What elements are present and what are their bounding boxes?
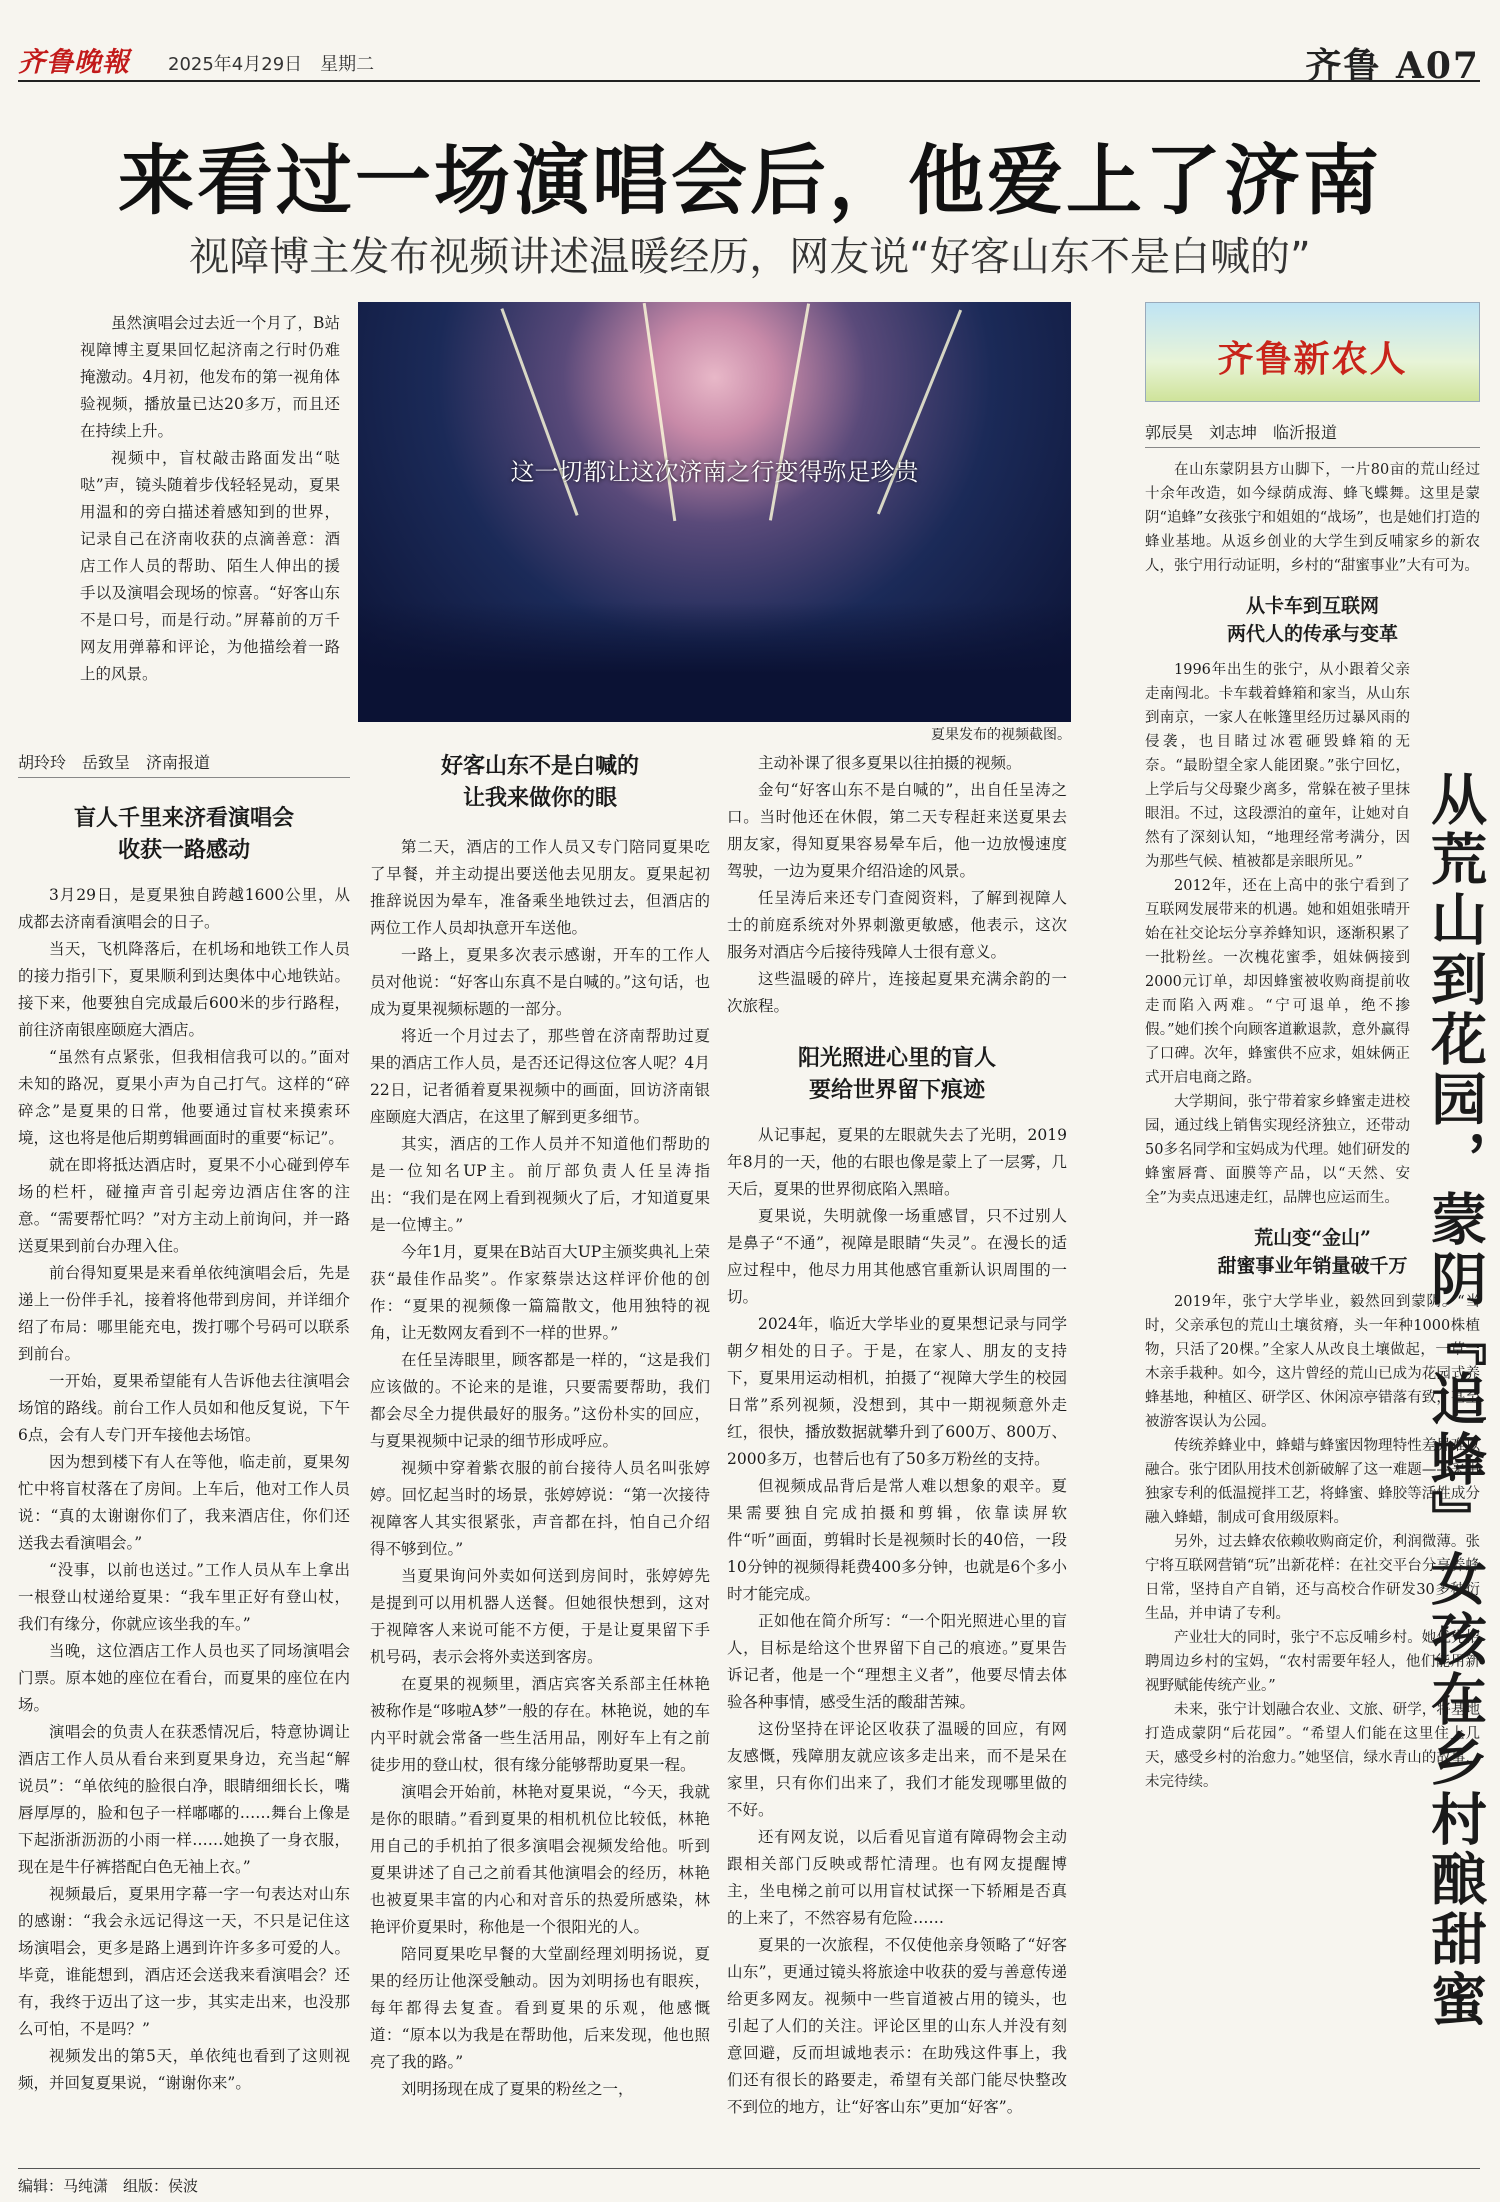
paragraph: 刘明扬现在成了夏果的粉丝之一， bbox=[401, 2080, 634, 2098]
paragraph: “虽然有点紧张，但我相信我可以的。”面对未知的路况，夏果小声为自己打气。这样的“碎碎念”是夏果的日常，他要通过盲杖来摸索环境，这也将是他后期剪辑画面时的重要“标记”。 bbox=[18, 1048, 350, 1147]
paragraph: “没事，以前也送过。”工作人员从车上拿出一根登山杖递给夏果：“我车里正好有登山杖，我们有缘分，你就应该坐我的车。” bbox=[18, 1561, 350, 1633]
paragraph: 金句“好客山东不是白喊的”，出自任呈涛之口。当时他还在休假，第二天专程赶来送夏果去朋友家，得知夏果容易晕车后，他一边放慢速度驾驶，一边为夏果介绍沿途的风景。 bbox=[727, 781, 1067, 880]
paragraph: 演唱会的负责人在获悉情况后，特意协调让酒店工作人员从看台来到夏果身边，充当起“解说员”：“单依纯的脸很白净，眼睛细细长长，嘴唇厚厚的，脸和包子一样嘟嘟的……舞台上像是下起浙浙沥沥的小雨一样……她换了一身衣服，现在是牛仔裤搭配白色无袖上衣。” bbox=[18, 1723, 350, 1876]
column-1 bbox=[18, 750, 350, 2097]
masthead bbox=[18, 38, 1480, 87]
paragraph: 其实，酒店的工作人员并不知道他们帮助的是一位知名UP主。前厅部负责人任呈涛指出：“我们是在网上看到视频火了后，才知道夏果是一位博主。” bbox=[370, 1135, 710, 1234]
subheadline: 视障博主发布视频讲述温暖经历，网友说“好客山东不是白喊的” bbox=[189, 234, 1311, 280]
paragraph: 一路上，夏果多次表示感谢，开车的工作人员对他说：“好客山东真不是白喊的。”这句话，也成为夏果视频标题的一部分。 bbox=[370, 946, 710, 1018]
byline: 郭辰昊 刘志坤 临沂报道 bbox=[1145, 420, 1480, 448]
article-body bbox=[370, 834, 710, 2103]
banner-title: 齐鲁新农人 bbox=[1217, 338, 1408, 380]
intro: 在山东蒙阴县方山脚下，一片80亩的荒山经过十余年改造，如今绿荫成海、蜂飞蝶舞。这里是蒙阴“追蜂”女孩张宁和姐姐的“战场”，也是她们打造的蜂业基地。从返乡创业的大学生到反哺家乡的新农人，张宁用行动证明，乡村的“甜蜜事业”大有可为。 bbox=[1145, 462, 1480, 574]
paragraph: 当夏果询问外卖如何送到房间时，张婷婷先是提到可以用机器人送餐。但她很快想到，这对于视障客人来说可能不方便，于是让夏果留下手机号码，表示会将外卖送到客房。 bbox=[370, 1567, 710, 1666]
vertical-headline: 从荒山到花园，蒙阴『追蜂』女孩在乡村酿甜蜜 bbox=[1422, 770, 1488, 2030]
paragraph: 演唱会开始前，林艳对夏果说，“今天，我就是你的眼睛。”看到夏果的相机机位比较低，林艳用自己的手机拍了很多演唱会视频发给他。听到夏果讲述了自己之前看其他演唱会的经历，林艳也被夏果丰富的内心和对音乐的热爱所感染，林艳评价夏果时，称他是一个很阳光的人。 bbox=[370, 1783, 710, 1936]
photo-caption: 夏果发布的视频截图。 bbox=[931, 727, 1071, 743]
paragraph: 2019年，张宁大学毕业，毅然回到蒙阴。“当时，父亲承包的荒山土壤贫瘠，头一年种1000株植物，只活了20棵。”全家人从改良土壤做起，一草一木亲手栽种。如今，这片曾经的荒山已成为花园式养蜂基地，种植区、研学区、休闲凉亭错落有致，甚至被游客误认为公园。 bbox=[1145, 1294, 1480, 1430]
section-banner bbox=[1145, 302, 1480, 402]
paragraph: 虽然演唱会过去近一个月了，B站视障博主夏果回忆起济南之行时仍难掩激动。4月初，他发布的第一视角体验视频，播放量已达20多万，而且还在持续上升。 bbox=[80, 314, 340, 440]
paragraph: 1996年出生的张宁，从小跟着父亲走南闯北。卡车载着蜂箱和家当，从山东到南京，一家人在帐篷里经历过暴风雨的侵袭，也目睹过冰雹砸毁蜂箱的无奈。“最盼望全家人能团聚。”张宁回忆，上学后与父母聚少离多，常躲在被子里抹眼泪。不过，这段漂泊的童年，让她对自然有了深刻认知，“地理经常考满分，因为那些气候、植被都是亲眼所见。” bbox=[1145, 662, 1410, 870]
page-number: 齐鲁 A07 bbox=[1305, 45, 1480, 87]
paragraph: 前台得知夏果是来看单依纯演唱会后，先是递上一份伴手礼，接着将他带到房间，并详细介绍了布局：哪里能充电，拨打哪个号码可以联系到前台。 bbox=[18, 1264, 350, 1363]
paragraph: 当晚，这位酒店工作人员也买了同场演唱会门票。原本她的座位在看台，而夏果的座位在内场。 bbox=[18, 1642, 350, 1714]
article-body bbox=[18, 882, 350, 2097]
editor-credits: 编辑：马纯潇 组版：侯波 bbox=[18, 2168, 1480, 2196]
section-title: 荒山变“金山” 甜蜜事业年销量破千万 bbox=[1217, 1227, 1408, 1277]
paragraph: 另外，过去蜂农依赖收购商定价，利润微薄。张宁将互联网营销“玩”出新花样：在社交平台分享养蜂日常，坚持自产自销，还与高校合作研发30多种衍生品，并申请了专利。 bbox=[1145, 1534, 1480, 1622]
paragraph: 主动补课了很多夏果以往拍摄的视频。 bbox=[758, 754, 1022, 772]
paragraph: 任呈涛后来还专门查阅资料，了解到视障人士的前庭系统对外界刺激更敏感，他表示，这次服务对酒店今后接待残障人士很有意义。 bbox=[727, 889, 1067, 961]
paragraph: 因为想到楼下有人在等他，临走前，夏果匆忙中将盲杖落在了房间。上车后，他对工作人员说：“真的太谢谢你们了，我来酒店住，你们还送我去看演唱会。” bbox=[18, 1453, 350, 1552]
article-body bbox=[1145, 658, 1410, 1210]
paragraph: 在夏果的视频里，酒店宾客关系部主任林艳被称作是“哆啦A梦”一般的存在。林艳说，她的车内平时就会常备一些生活用品，刚好车上有之前徒步用的登山杖，很有缘分能够帮助夏果一程。 bbox=[370, 1675, 710, 1774]
byline: 胡玲玲 岳致呈 济南报道 bbox=[18, 750, 350, 778]
headline: 来看过一场演唱会后，他爱上了济南 bbox=[118, 136, 1382, 225]
video-subtitle: 这一切都让这次济南之行变得弥足珍贵 bbox=[510, 458, 919, 486]
paragraph: 产业壮大的同时，张宁不忘反哺乡村。她优先招聘周边乡村的宝妈，“农村需要年轻人，他们能用新视野赋能传统产业。” bbox=[1145, 1630, 1480, 1694]
concert-photo bbox=[358, 302, 1071, 722]
paragraph: 2024年，临近大学毕业的夏果想记录与同学朝夕相处的日子。于是，在家人、朋友的支持下，夏果用运动相机，拍摄了“视障大学生的校园日常”系列视频，没想到，其中一期视频意外走红，很快，播放数据就攀升到了600万、800万、2000多万，也替后也有了50多万粉丝的支持。 bbox=[727, 1315, 1067, 1468]
section-title: 阳光照进心里的盲人 要给世界留下痕迹 bbox=[797, 1045, 996, 1103]
paragraph: 第二天，酒店的工作人员又专门陪同夏果吃了早餐，并主动提出要送他去见朋友。夏果起初推辞说因为晕车，准备乘坐地铁过去，但酒店的两位工作人员却执意开车送他。 bbox=[370, 838, 710, 937]
paragraph: 当天，飞机降落后，在机场和地铁工作人员的接力指引下，夏果顺利到达奥体中心地铁站。接下来，他要独自完成最后600米的步行路程，前往济南银座颐庭大酒店。 bbox=[18, 940, 350, 1039]
lead-paragraphs bbox=[80, 310, 340, 688]
paragraph: 视频最后，夏果用字幕一字一句表达对山东的感谢：“我会永远记得这一天，不只是记住这场演唱会，更多是路上遇到许许多多可爱的人。毕竟，谁能想到，酒店还会送我来看演唱会？还有，我终于迈出了这一步，其实走出来，也没那么可怕，不是吗？” bbox=[18, 1885, 350, 2038]
issue-date: 2025年4月29日 星期二 bbox=[168, 54, 375, 75]
paragraph: 这些温暖的碎片，连接起夏果充满余韵的一次旅程。 bbox=[727, 970, 1067, 1015]
paragraph: 还有网友说，以后看见盲道有障碍物会主动跟相关部门反映或帮忙清理。也有网友提醒博主，坐电梯之前可以用盲杖试探一下轿厢是否真的上来了，不然容易有危险…… bbox=[727, 1828, 1067, 1927]
paragraph: 一开始，夏果希望能有人告诉他去往演唱会场馆的路线。前台工作人员如和他反复说，下午6点，会有人专门开车接他去场馆。 bbox=[18, 1372, 350, 1444]
paragraph: 未来，张宁计划融合农业、文旅、研学，将基地打造成蒙阴“后花园”。“希望人们能在这里住上几天，感受乡村的治愈力。”她坚信，绿水青山的故事，未完待续。 bbox=[1145, 1702, 1480, 1790]
paragraph: 视频发出的第5天，单依纯也看到了这则视频，并回复夏果说，“谢谢你来”。 bbox=[18, 2047, 350, 2092]
paragraph: 夏果的一次旅程，不仅使他亲身领略了“好客山东”，更通过镜头将旅途中收获的爱与善意传递给更多网友。视频中一些盲道被占用的镜头，也引起了人们的关注。评论区里的山东人并没有刻意回避，反而坦诚地表示：在助残这件事上，我们还有很长的路要走，希望有关部门能尽快整改不到位的地方，让“好客山东”更加“好客”。 bbox=[727, 1936, 1067, 2116]
paragraph: 陪同夏果吃早餐的大堂副经理刘明扬说，夏果的经历让他深受触动。因为刘明扬也有眼疾，每年都得去复查。看到夏果的乐观，他感慨道：“原本以为我是在帮助他，后来发现，他也照亮了我的路。” bbox=[370, 1945, 710, 2071]
paragraph: 就在即将抵达酒店时，夏果不小心碰到停车场的栏杆，碰撞声音引起旁边酒店住客的注意。“需要帮忙吗？”对方主动上前询问，并一路送夏果到前台办理入住。 bbox=[18, 1156, 350, 1255]
paragraph: 正如他在简介所写：“一个阳光照进心里的盲人，目标是给这个世界留下自己的痕迹。”夏果告诉记者，他是一个“理想主义者”，他要尽情去体验各种事情，感受生活的酸甜苦辣。 bbox=[727, 1612, 1067, 1711]
paragraph: 夏果说，失明就像一场重感冒，只不过别人是鼻子“不通”，视障是眼睛“失灵”。在漫长的适应过程中，他尽力用其他感官重新认识周围的一切。 bbox=[727, 1207, 1067, 1306]
column-2 bbox=[370, 750, 710, 2103]
paragraph: 2012年，还在上高中的张宁看到了互联网发展带来的机遇。她和姐姐张晴开始在社交论坛分享养蜂知识，逐渐积累了一批粉丝。一次槐花蜜季，姐妹俩接到2000元订单，却因蜂蜜被收购商提前收走而陷入两难。“宁可退单，绝不掺假。”她们挨个向顾客道歉退款，意外赢得了口碑。次年，蜂蜜供不应求，姐妹俩正式开启电商之路。 bbox=[1145, 878, 1410, 1086]
paragraph: 今年1月，夏果在B站百大UP主颁奖典礼上荣获“最佳作品奖”。作家蔡崇达这样评价他的创作：“夏果的视频像一篇篇散文，他用独特的视角，让无数网友看到不一样的世界。” bbox=[370, 1243, 710, 1342]
paragraph: 从记事起，夏果的左眼就失去了光明，2019年8月的一天，他的右眼也像是蒙上了一层雾，几天后，夏果的世界彻底陷入黑暗。 bbox=[727, 1126, 1067, 1198]
paragraph: 3月29日，是夏果独自跨越1600公里，从成都去济南看演唱会的日子。 bbox=[18, 886, 350, 931]
paragraph: 将近一个月过去了，那些曾在济南帮助过夏果的酒店工作人员，是否还记得这位客人呢？4月22日，记者循着夏果视频中的画面，回访济南银座颐庭大酒店，在这里了解到更多细节。 bbox=[370, 1027, 710, 1126]
paragraph: 视频中，盲杖敲击路面发出“哒哒”声，镜头随着步伐轻轻晃动，夏果用温和的旁白描述着感知到的世界，记录自己在济南收获的点滴善意：酒店工作人员的帮助、陌生人伸出的援手以及演唱会现场的惊喜。“好客山东不是口号，而是行动。”屏幕前的万千网友用弹幕和评论，为他描绘着一路上的风景。 bbox=[80, 449, 340, 683]
paragraph: 传统养蜂业中，蜂蜡与蜂蜜因物理特性差异难以融合。张宁团队用技术创新破解了这一难题——采用独家专利的低温搅拌工艺，将蜂蜜、蜂胶等活性成分融入蜂蜡，制成可食用级原料。 bbox=[1145, 1438, 1480, 1526]
column-3 bbox=[727, 750, 1067, 2121]
paragraph: 在任呈涛眼里，顾客都是一样的，“这是我们应该做的。不论来的是谁，只要需要帮助，我们都会尽全力提供最好的服务。”这份朴实的回应，与夏果视频中记录的细节形成呼应。 bbox=[370, 1351, 710, 1450]
paragraph: 但视频成品背后是常人难以想象的艰辛。夏果需要独自完成拍摄和剪辑，依靠读屏软件“听”画面，剪辑时长是视频时长的40倍，一段10分钟的视频得耗费400多分钟，也就是6个多小时才能完成。 bbox=[727, 1477, 1067, 1603]
section-title: 从卡车到互联网 两代人的传承与变革 bbox=[1226, 595, 1398, 645]
article-body bbox=[727, 1122, 1067, 2121]
article-body bbox=[727, 750, 1067, 1020]
paragraph: 视频中穿着紫衣服的前台接待人员名叫张婷婷。回忆起当时的场景，张婷婷说：“第一次接待视障客人其实很紧张，声音都在抖，怕自己介绍得不够到位。” bbox=[370, 1459, 710, 1558]
paragraph: 这份坚持在评论区收获了温暖的回应，有网友感慨，残障朋友就应该多走出来，而不是呆在家里，只有你们出来了，我们才能发现哪里做的不好。 bbox=[727, 1720, 1067, 1819]
paragraph: 大学期间，张宁带着家乡蜂蜜走进校园，通过线上销售实现经济独立，还带动50多名同学和宝妈成为代理。她们研发的蜂蜜唇膏、面膜等产品，以“天然、安全”为卖点迅速走红，品牌也应运而生。 bbox=[1145, 1094, 1410, 1206]
section-title: 好客山东不是白喊的 让我来做你的眼 bbox=[440, 753, 639, 811]
newspaper-logo: 齐鲁晚報 bbox=[18, 47, 130, 78]
section-title: 盲人千里来济看演唱会 收获一路感动 bbox=[73, 805, 294, 863]
